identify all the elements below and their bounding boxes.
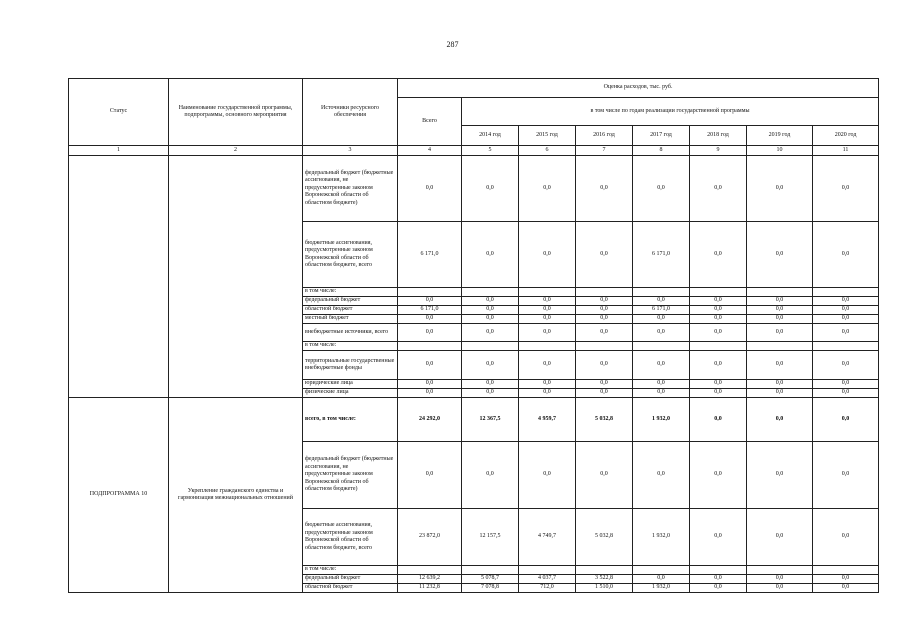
value-year: 0,0 xyxy=(690,584,747,593)
value-year xyxy=(690,342,747,351)
source-label: бюджетные ассигнования, предусмотренные законом Воронежской области об областном бюджете, всего xyxy=(303,222,398,288)
value-year: 5 078,7 xyxy=(462,575,519,584)
value-year: 0,0 xyxy=(813,575,879,584)
header-year: 2018 год xyxy=(690,126,747,146)
source-label: областной бюджет xyxy=(303,306,398,315)
value-year: 0,0 xyxy=(747,351,813,380)
value-year: 0,0 xyxy=(690,575,747,584)
value-year: 0,0 xyxy=(462,315,519,324)
source-label: бюджетные ассигнования, предусмотренные законом Воронежской области об областном бюджете, всего xyxy=(303,509,398,566)
value-year: 5 032,8 xyxy=(576,398,633,442)
value-year: 3 522,8 xyxy=(576,575,633,584)
source-label: федеральный бюджет (бюджетные ассигнования, не предусмотренные законом Воронежской области об областном бюджете) xyxy=(303,156,398,222)
value-year: 0,0 xyxy=(747,584,813,593)
header-year: 2014 год xyxy=(462,126,519,146)
value-year: 0,0 xyxy=(747,575,813,584)
value-year: 0,0 xyxy=(462,389,519,398)
value-year: 0,0 xyxy=(519,442,576,509)
value-year: 0,0 xyxy=(519,351,576,380)
value-year: 0,0 xyxy=(576,389,633,398)
value-year: 0,0 xyxy=(747,509,813,566)
header-year: 2016 год xyxy=(576,126,633,146)
value-year xyxy=(747,288,813,297)
value-year: 0,0 xyxy=(813,306,879,315)
header-year: 2020 год xyxy=(813,126,879,146)
value-year xyxy=(690,566,747,575)
value-year: 0,0 xyxy=(462,324,519,342)
header-total: Всего xyxy=(398,98,462,146)
value-year: 0,0 xyxy=(747,297,813,306)
value-year: 0,0 xyxy=(690,315,747,324)
value-year: 0,0 xyxy=(813,442,879,509)
value-year: 0,0 xyxy=(690,306,747,315)
value-total: 0,0 xyxy=(398,351,462,380)
value-year: 0,0 xyxy=(519,380,576,389)
value-year: 0,0 xyxy=(813,389,879,398)
value-year: 0,0 xyxy=(690,442,747,509)
value-year: 0,0 xyxy=(462,442,519,509)
value-year: 0,0 xyxy=(576,306,633,315)
value-year: 1 510,0 xyxy=(576,584,633,593)
program-name-cell: Укрепление гражданского единства и гармонизация межнациональных отношений xyxy=(169,398,303,593)
source-label: в том числе: xyxy=(303,566,398,575)
value-year xyxy=(633,342,690,351)
value-year: 0,0 xyxy=(633,380,690,389)
value-year: 12 157,5 xyxy=(462,509,519,566)
header-status: Статус xyxy=(69,79,169,146)
value-year xyxy=(747,342,813,351)
value-year xyxy=(462,566,519,575)
program-name-cell xyxy=(169,156,303,398)
value-year xyxy=(813,288,879,297)
value-year: 0,0 xyxy=(633,297,690,306)
value-total: 12 639,2 xyxy=(398,575,462,584)
source-label: всего, в том числе: xyxy=(303,398,398,442)
header-program-name: Наименование государственной программы, подпрограммы, основного мероприятия xyxy=(169,79,303,146)
source-label: федеральный бюджет xyxy=(303,575,398,584)
value-total: 0,0 xyxy=(398,297,462,306)
header-sources: Источники ресурсного обеспечения xyxy=(303,79,398,146)
value-year: 0,0 xyxy=(519,222,576,288)
header-year: 2017 год xyxy=(633,126,690,146)
value-year: 0,0 xyxy=(576,324,633,342)
value-year: 0,0 xyxy=(813,380,879,389)
value-year: 0,0 xyxy=(462,380,519,389)
value-year xyxy=(747,566,813,575)
value-year: 0,0 xyxy=(576,380,633,389)
value-year: 0,0 xyxy=(690,389,747,398)
source-label: территориальные государственные внебюджетные фонды xyxy=(303,351,398,380)
value-year: 0,0 xyxy=(747,324,813,342)
column-number: 2 xyxy=(169,146,303,156)
value-year: 0,0 xyxy=(690,324,747,342)
value-year: 0,0 xyxy=(813,156,879,222)
value-year: 0,0 xyxy=(633,324,690,342)
value-year: 0,0 xyxy=(813,315,879,324)
value-year: 0,0 xyxy=(813,222,879,288)
source-label: местный бюджет xyxy=(303,315,398,324)
value-total: 0,0 xyxy=(398,442,462,509)
value-year xyxy=(519,342,576,351)
value-year xyxy=(633,288,690,297)
value-total: 24 292,0 xyxy=(398,398,462,442)
column-number: 7 xyxy=(576,146,633,156)
value-year: 0,0 xyxy=(747,442,813,509)
source-label: федеральный бюджет xyxy=(303,297,398,306)
value-year: 0,0 xyxy=(519,297,576,306)
column-number: 3 xyxy=(303,146,398,156)
value-total: 0,0 xyxy=(398,389,462,398)
value-year: 0,0 xyxy=(813,509,879,566)
source-label: в том числе: xyxy=(303,342,398,351)
source-label: областной бюджет xyxy=(303,584,398,593)
value-year: 0,0 xyxy=(462,306,519,315)
value-total: 6 171,0 xyxy=(398,222,462,288)
header-by-years: в том числе по годам реализации государственной программы xyxy=(462,98,879,126)
value-year: 0,0 xyxy=(747,222,813,288)
value-year xyxy=(813,342,879,351)
value-year: 0,0 xyxy=(690,351,747,380)
value-year: 0,0 xyxy=(462,222,519,288)
value-year xyxy=(576,288,633,297)
value-year xyxy=(633,566,690,575)
column-number: 8 xyxy=(633,146,690,156)
value-year: 0,0 xyxy=(813,584,879,593)
value-year: 0,0 xyxy=(690,222,747,288)
value-year: 1 932,0 xyxy=(633,398,690,442)
value-year xyxy=(576,342,633,351)
value-year xyxy=(519,288,576,297)
value-year: 5 032,8 xyxy=(576,509,633,566)
value-year: 0,0 xyxy=(462,156,519,222)
value-year: 4 749,7 xyxy=(519,509,576,566)
value-year: 0,0 xyxy=(576,156,633,222)
column-number: 4 xyxy=(398,146,462,156)
column-number: 9 xyxy=(690,146,747,156)
value-year: 0,0 xyxy=(813,398,879,442)
value-total xyxy=(398,566,462,575)
value-year: 0,0 xyxy=(462,297,519,306)
value-year: 0,0 xyxy=(690,509,747,566)
value-year: 0,0 xyxy=(633,575,690,584)
source-label: юридические лица xyxy=(303,380,398,389)
column-number: 11 xyxy=(813,146,879,156)
source-label: в том числе: xyxy=(303,288,398,297)
value-year: 0,0 xyxy=(519,389,576,398)
value-year: 0,0 xyxy=(690,380,747,389)
value-year: 0,0 xyxy=(813,324,879,342)
value-year: 1 932,0 xyxy=(633,584,690,593)
value-year: 4 037,7 xyxy=(519,575,576,584)
value-year: 0,0 xyxy=(747,315,813,324)
value-year xyxy=(462,342,519,351)
header-year: 2019 год xyxy=(747,126,813,146)
table-row xyxy=(69,398,879,442)
value-year: 0,0 xyxy=(633,351,690,380)
value-total: 23 872,0 xyxy=(398,509,462,566)
value-year: 0,0 xyxy=(747,398,813,442)
value-year: 0,0 xyxy=(813,351,879,380)
column-number: 5 xyxy=(462,146,519,156)
value-year: 0,0 xyxy=(690,398,747,442)
value-year: 1 932,0 xyxy=(633,509,690,566)
value-year: 0,0 xyxy=(519,156,576,222)
value-year: 0,0 xyxy=(462,351,519,380)
status-cell: ПОДПРОГРАММА 10 xyxy=(69,398,169,593)
source-label: внебюджетные источники, всего xyxy=(303,324,398,342)
value-year: 0,0 xyxy=(747,380,813,389)
value-year xyxy=(690,288,747,297)
column-number: 1 xyxy=(69,146,169,156)
value-year: 0,0 xyxy=(633,156,690,222)
value-year: 0,0 xyxy=(690,297,747,306)
column-number: 10 xyxy=(747,146,813,156)
value-year: 0,0 xyxy=(576,351,633,380)
value-year: 0,0 xyxy=(519,306,576,315)
value-year: 12 367,5 xyxy=(462,398,519,442)
value-year: 712,0 xyxy=(519,584,576,593)
value-total: 0,0 xyxy=(398,324,462,342)
value-year: 0,0 xyxy=(519,324,576,342)
value-year xyxy=(519,566,576,575)
value-year: 0,0 xyxy=(747,156,813,222)
source-label: физические лица xyxy=(303,389,398,398)
value-year: 0,0 xyxy=(690,156,747,222)
value-total: 0,0 xyxy=(398,315,462,324)
value-total xyxy=(398,288,462,297)
budget-table xyxy=(68,78,879,593)
value-year: 0,0 xyxy=(747,389,813,398)
value-year: 0,0 xyxy=(633,442,690,509)
value-total: 6 171,0 xyxy=(398,306,462,315)
value-total xyxy=(398,342,462,351)
value-total: 0,0 xyxy=(398,156,462,222)
column-number: 6 xyxy=(519,146,576,156)
value-year xyxy=(813,566,879,575)
value-year: 0,0 xyxy=(633,389,690,398)
value-year: 7 078,8 xyxy=(462,584,519,593)
value-year xyxy=(576,566,633,575)
value-year: 0,0 xyxy=(576,297,633,306)
header-year: 2015 год xyxy=(519,126,576,146)
source-label: федеральный бюджет (бюджетные ассигнования, не предусмотренные законом Воронежской области об областном бюджете) xyxy=(303,442,398,509)
value-year: 0,0 xyxy=(747,306,813,315)
value-year: 0,0 xyxy=(519,315,576,324)
value-year: 0,0 xyxy=(813,297,879,306)
table-row xyxy=(69,156,879,222)
value-year: 6 171,0 xyxy=(633,222,690,288)
value-year: 0,0 xyxy=(576,442,633,509)
status-cell xyxy=(69,156,169,398)
header-estimate: Оценка расходов, тыс. руб. xyxy=(398,79,879,98)
value-year: 0,0 xyxy=(576,315,633,324)
value-year: 4 959,7 xyxy=(519,398,576,442)
value-year: 0,0 xyxy=(576,222,633,288)
page-number: 287 xyxy=(446,40,459,49)
value-year: 0,0 xyxy=(633,315,690,324)
value-total: 0,0 xyxy=(398,380,462,389)
value-year: 6 171,0 xyxy=(633,306,690,315)
value-total: 11 232,8 xyxy=(398,584,462,593)
value-year xyxy=(462,288,519,297)
